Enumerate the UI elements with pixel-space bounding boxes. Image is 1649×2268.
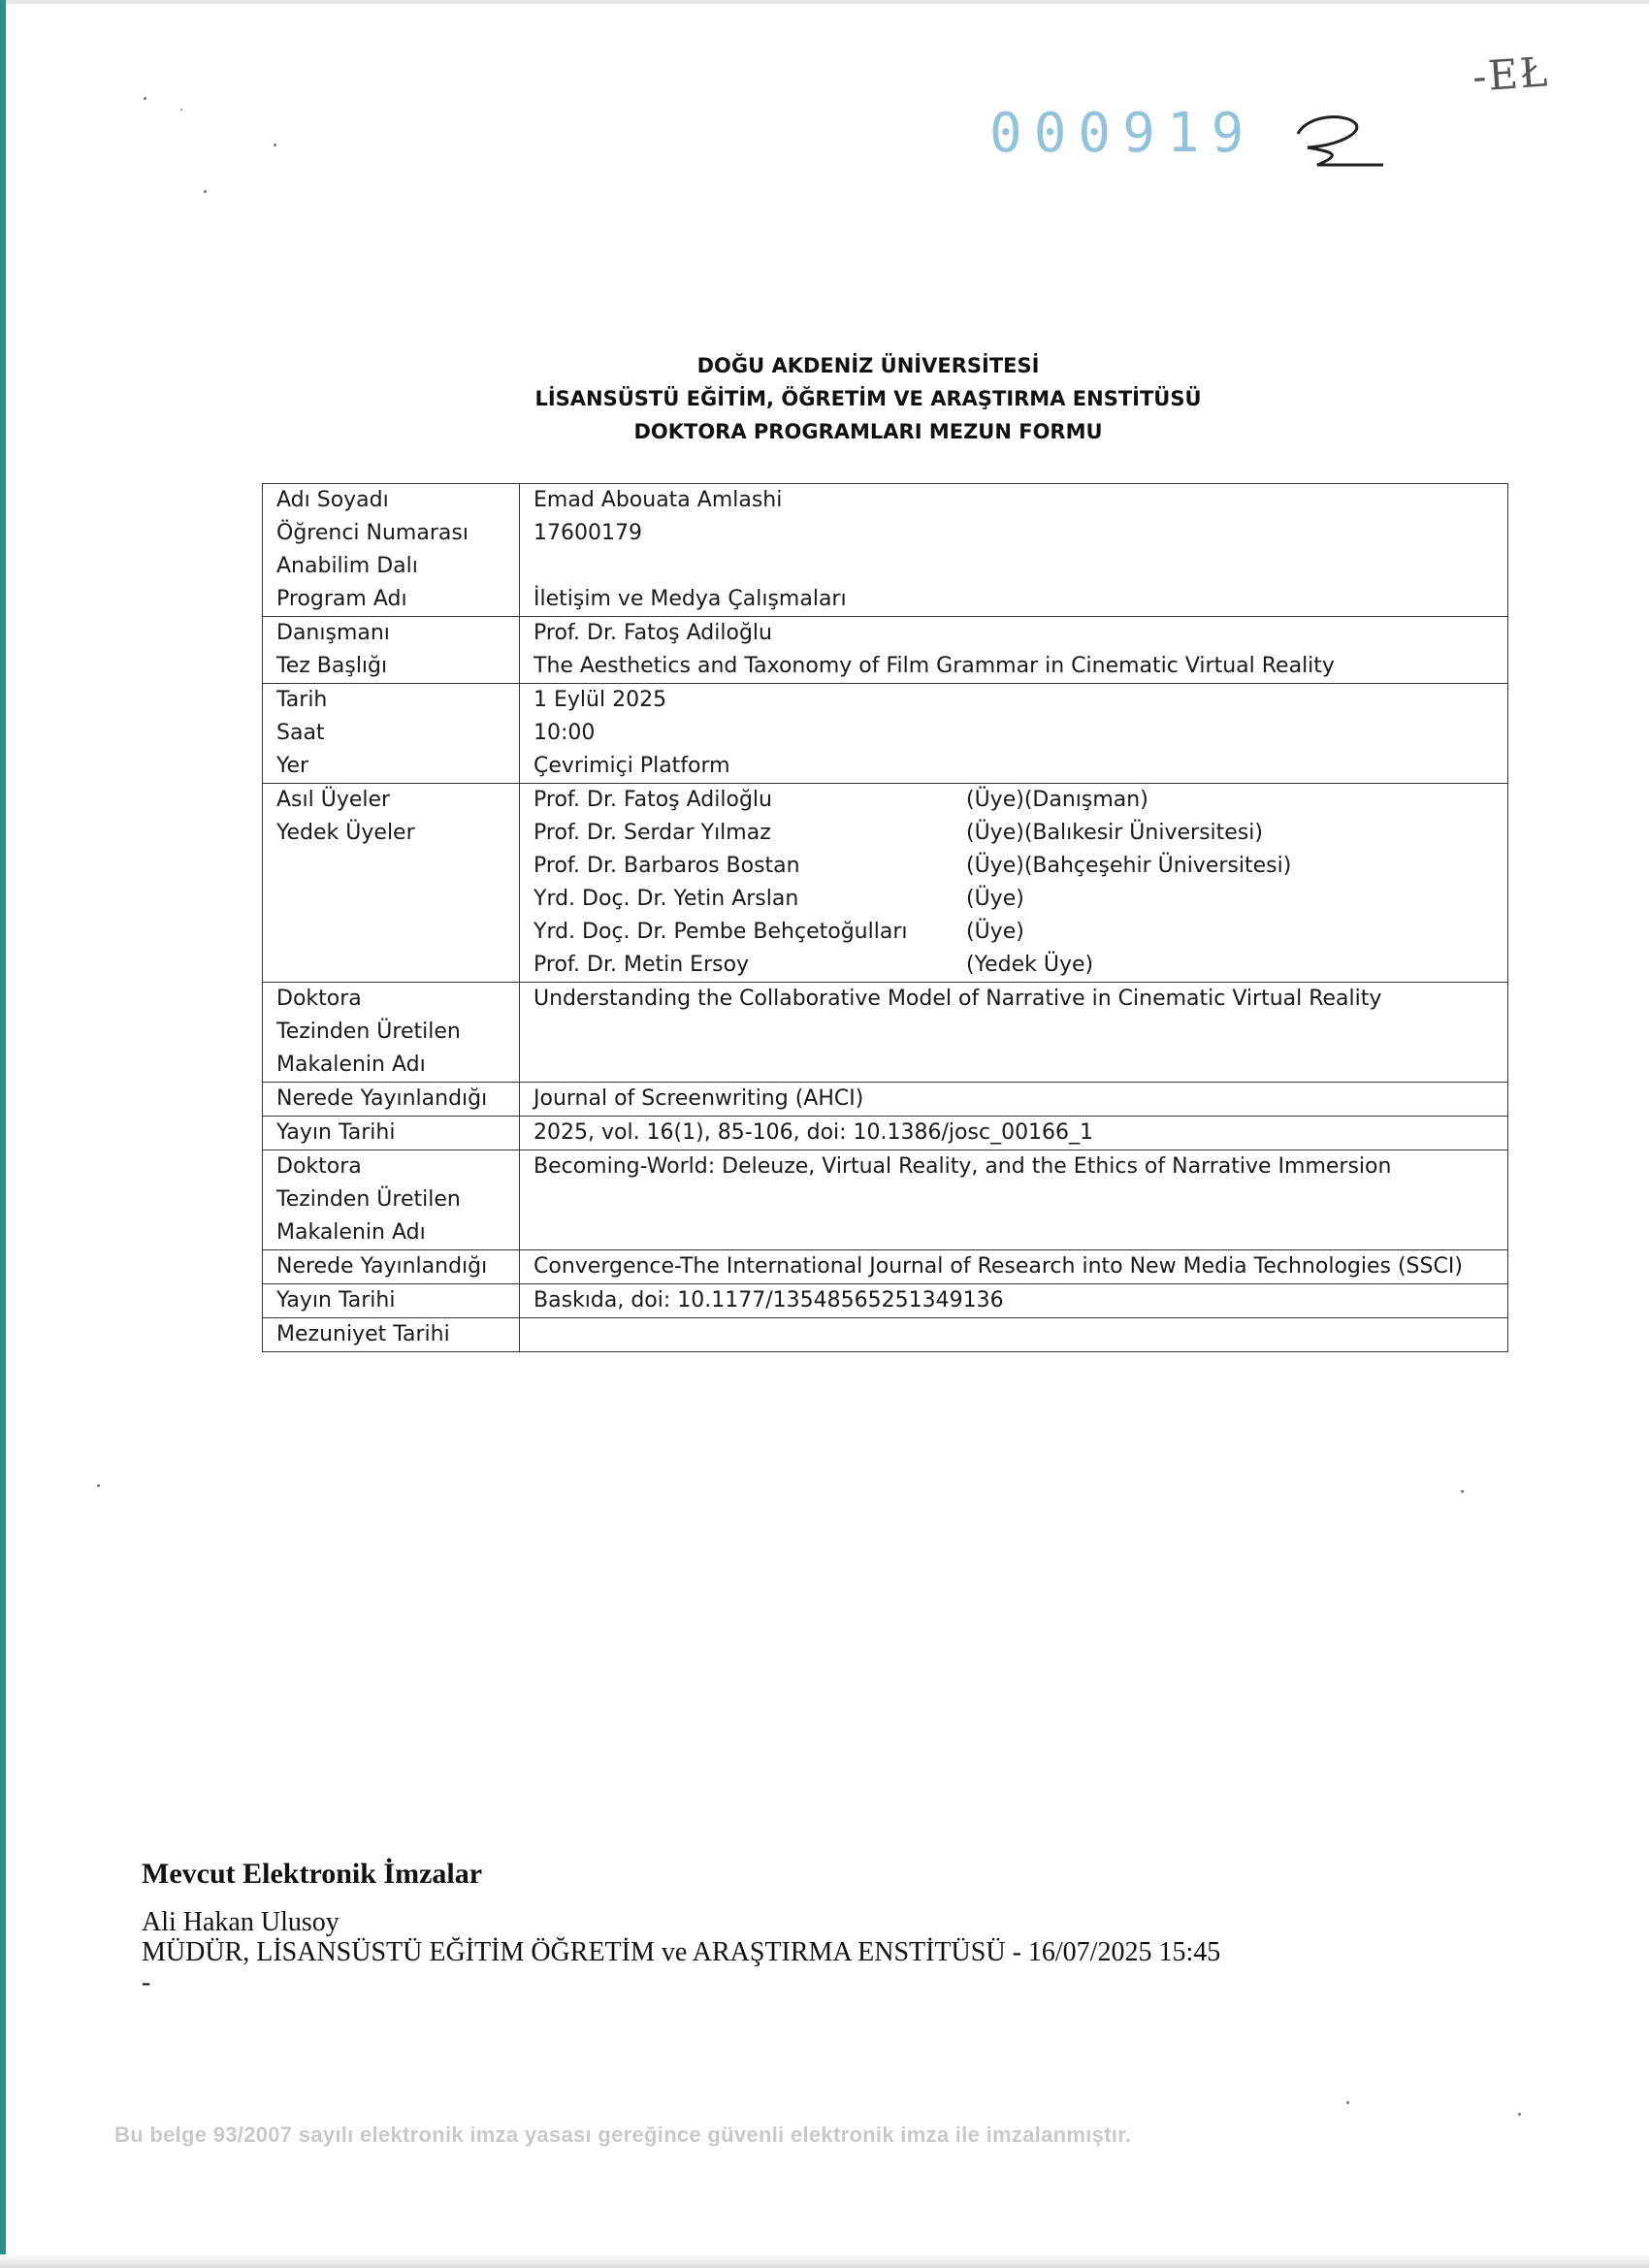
label-substitute-members: Yedek Üyeler bbox=[276, 821, 415, 845]
member-role: (Üye)(Bahçeşehir Üniversitesi) bbox=[966, 854, 1292, 878]
defense-place: Çevrimiçi Platform bbox=[534, 754, 730, 778]
label-article-name: Makalenin Adı bbox=[276, 1220, 426, 1245]
label-article1-date: Yayın Tarihi bbox=[263, 1117, 520, 1150]
scan-speck bbox=[274, 144, 276, 146]
graduation-form-table bbox=[262, 483, 1508, 1352]
handwritten-initial-mark bbox=[1278, 105, 1385, 182]
committee-row bbox=[263, 784, 1508, 983]
committee-member bbox=[534, 850, 1494, 883]
defense-values bbox=[520, 684, 1508, 784]
thesis-labels bbox=[263, 617, 520, 684]
label-article-from-thesis: Tezinden Üretilen bbox=[276, 1187, 461, 1212]
committee-member bbox=[534, 883, 1494, 916]
article2-date-row bbox=[263, 1284, 1508, 1318]
article1-date: 2025, vol. 16(1), 85-106, doi: 10.1386/josc_00166_1 bbox=[520, 1117, 1508, 1150]
handwritten-annotation: -EŁ bbox=[1471, 48, 1551, 101]
article2-where-row bbox=[263, 1250, 1508, 1284]
student-info-row bbox=[263, 484, 1508, 617]
document-header bbox=[0, 349, 1649, 448]
member-role: (Üye)(Danışman) bbox=[966, 788, 1148, 812]
label-graduation-date: Mezuniyet Tarihi bbox=[263, 1318, 520, 1352]
article2-title: Becoming-World: Deleuze, Virtual Reality, and the Ethics of Narrative Immersion bbox=[520, 1150, 1508, 1250]
page-edge-top bbox=[0, 0, 1649, 4]
student-department bbox=[534, 550, 1494, 583]
defense-row bbox=[263, 684, 1508, 784]
member-name: Yrd. Doç. Dr. Yetin Arslan bbox=[534, 887, 799, 911]
committee-member bbox=[534, 817, 1494, 850]
label-main-members: Asıl Üyeler bbox=[276, 788, 391, 812]
label-article1-where: Nerede Yayınlandığı bbox=[263, 1083, 520, 1117]
scan-speck bbox=[97, 1484, 100, 1487]
thesis-advisor: Prof. Dr. Fatoş Adiloğlu bbox=[534, 621, 772, 645]
label-place: Yer bbox=[276, 754, 309, 778]
university-name: DOĞU AKDENİZ ÜNİVERSİTESİ bbox=[696, 354, 1040, 377]
scan-speck bbox=[180, 109, 182, 111]
label-article-name: Makalenin Adı bbox=[276, 1053, 426, 1077]
member-name: Yrd. Doç. Dr. Pembe Behçetoğulları bbox=[534, 920, 908, 944]
label-student-number: Öğrenci Numarası bbox=[276, 521, 469, 545]
member-name: Prof. Dr. Metin Ersoy bbox=[534, 953, 750, 977]
electronic-signatures bbox=[142, 1858, 1548, 1997]
scan-speck bbox=[144, 97, 146, 100]
member-name: Prof. Dr. Fatoş Adiloğlu bbox=[534, 788, 772, 812]
label-date: Tarih bbox=[276, 688, 328, 712]
article1-date-row bbox=[263, 1117, 1508, 1150]
label-time: Saat bbox=[276, 721, 325, 745]
committee-member bbox=[534, 916, 1494, 949]
scan-speck bbox=[1518, 2113, 1521, 2116]
committee-member bbox=[534, 784, 1494, 817]
graduation-date-value bbox=[520, 1318, 1508, 1352]
institute-name: LİSANSÜSTÜ EĞİTİM, ÖĞRETİM VE ARAŞTIRMA ENSTİTÜSÜ bbox=[534, 387, 1202, 410]
label-name: Adı Soyadı bbox=[276, 488, 389, 512]
e-signature-law-note: Bu belge 93/2007 sayılı elektronik imza yasası gereğince güvenli elektronik imza ile imzalanmıştır. bbox=[114, 2122, 1132, 2147]
thesis-title: The Aesthetics and Taxonomy of Film Grammar in Cinematic Virtual Reality bbox=[534, 654, 1335, 678]
thesis-row bbox=[263, 617, 1508, 684]
defense-labels bbox=[263, 684, 520, 784]
scan-speck bbox=[1461, 1490, 1464, 1493]
graduation-date-row bbox=[263, 1318, 1508, 1352]
article1-where-row bbox=[263, 1083, 1508, 1117]
serial-number-stamp: 000919 bbox=[989, 102, 1256, 165]
label-program: Program Adı bbox=[276, 587, 407, 611]
signer-name: Ali Hakan Ulusoy bbox=[142, 1907, 340, 1937]
member-role: (Üye) bbox=[966, 920, 1024, 944]
label-thesis-title: Tez Başlığı bbox=[276, 654, 388, 678]
student-info-values bbox=[520, 484, 1508, 617]
article1-title-row bbox=[263, 983, 1508, 1083]
member-name: Prof. Dr. Serdar Yılmaz bbox=[534, 821, 771, 845]
label-article-from-thesis: Tezinden Üretilen bbox=[276, 1020, 461, 1044]
member-role: (Yedek Üye) bbox=[966, 953, 1094, 977]
label-department: Anabilim Dalı bbox=[276, 554, 418, 578]
article1-where: Journal of Screenwriting (AHCI) bbox=[520, 1083, 1508, 1117]
label-advisor: Danışmanı bbox=[276, 621, 390, 645]
committee-member bbox=[534, 949, 1494, 982]
label-article2-where: Nerede Yayınlandığı bbox=[263, 1250, 520, 1284]
committee-labels bbox=[263, 784, 520, 983]
page-edge-bottom bbox=[0, 2254, 1649, 2268]
member-role: (Üye) bbox=[966, 887, 1024, 911]
student-name: Emad Abouata Amlashi bbox=[534, 488, 783, 512]
article2-where: Convergence-The International Journal of Research into New Media Technologies (SSCI) bbox=[520, 1250, 1508, 1284]
member-role: (Üye)(Balıkesir Üniversitesi) bbox=[966, 821, 1263, 845]
scan-speck bbox=[1346, 2101, 1349, 2104]
defense-time: 10:00 bbox=[534, 721, 596, 745]
member-name: Prof. Dr. Barbaros Bostan bbox=[534, 854, 800, 878]
article2-date: Baskıda, doi: 10.1177/13548565251349136 bbox=[520, 1284, 1508, 1318]
defense-date: 1 Eylül 2025 bbox=[534, 688, 667, 712]
label-article-doctorate: Doktora bbox=[276, 987, 362, 1011]
scan-speck bbox=[204, 190, 207, 193]
article1-title: Understanding the Collaborative Model of Narrative in Cinematic Virtual Reality bbox=[520, 983, 1508, 1083]
committee-values bbox=[520, 784, 1508, 983]
signatures-heading: Mevcut Elektronik İmzalar bbox=[142, 1858, 483, 1890]
student-info-labels bbox=[263, 484, 520, 617]
label-article2-date: Yayın Tarihi bbox=[263, 1284, 520, 1318]
student-number: 17600179 bbox=[534, 521, 642, 545]
signer-title: MÜDÜR, LİSANSÜSTÜ EĞİTİM ÖĞRETİM ve ARAŞTIRMA ENSTİTÜSÜ - 16/07/2025 15:45 bbox=[142, 1937, 1221, 1967]
article1-labels bbox=[263, 983, 520, 1083]
article2-labels bbox=[263, 1150, 520, 1250]
form-title: DOKTORA PROGRAMLARI MEZUN FORMU bbox=[633, 420, 1103, 443]
label-article-doctorate: Doktora bbox=[276, 1154, 362, 1179]
article2-title-row bbox=[263, 1150, 1508, 1250]
signature-dash: - bbox=[142, 1967, 151, 1997]
page-edge-left bbox=[0, 0, 6, 2268]
thesis-values bbox=[520, 617, 1508, 684]
student-program: İletişim ve Medya Çalışmaları bbox=[534, 587, 847, 611]
